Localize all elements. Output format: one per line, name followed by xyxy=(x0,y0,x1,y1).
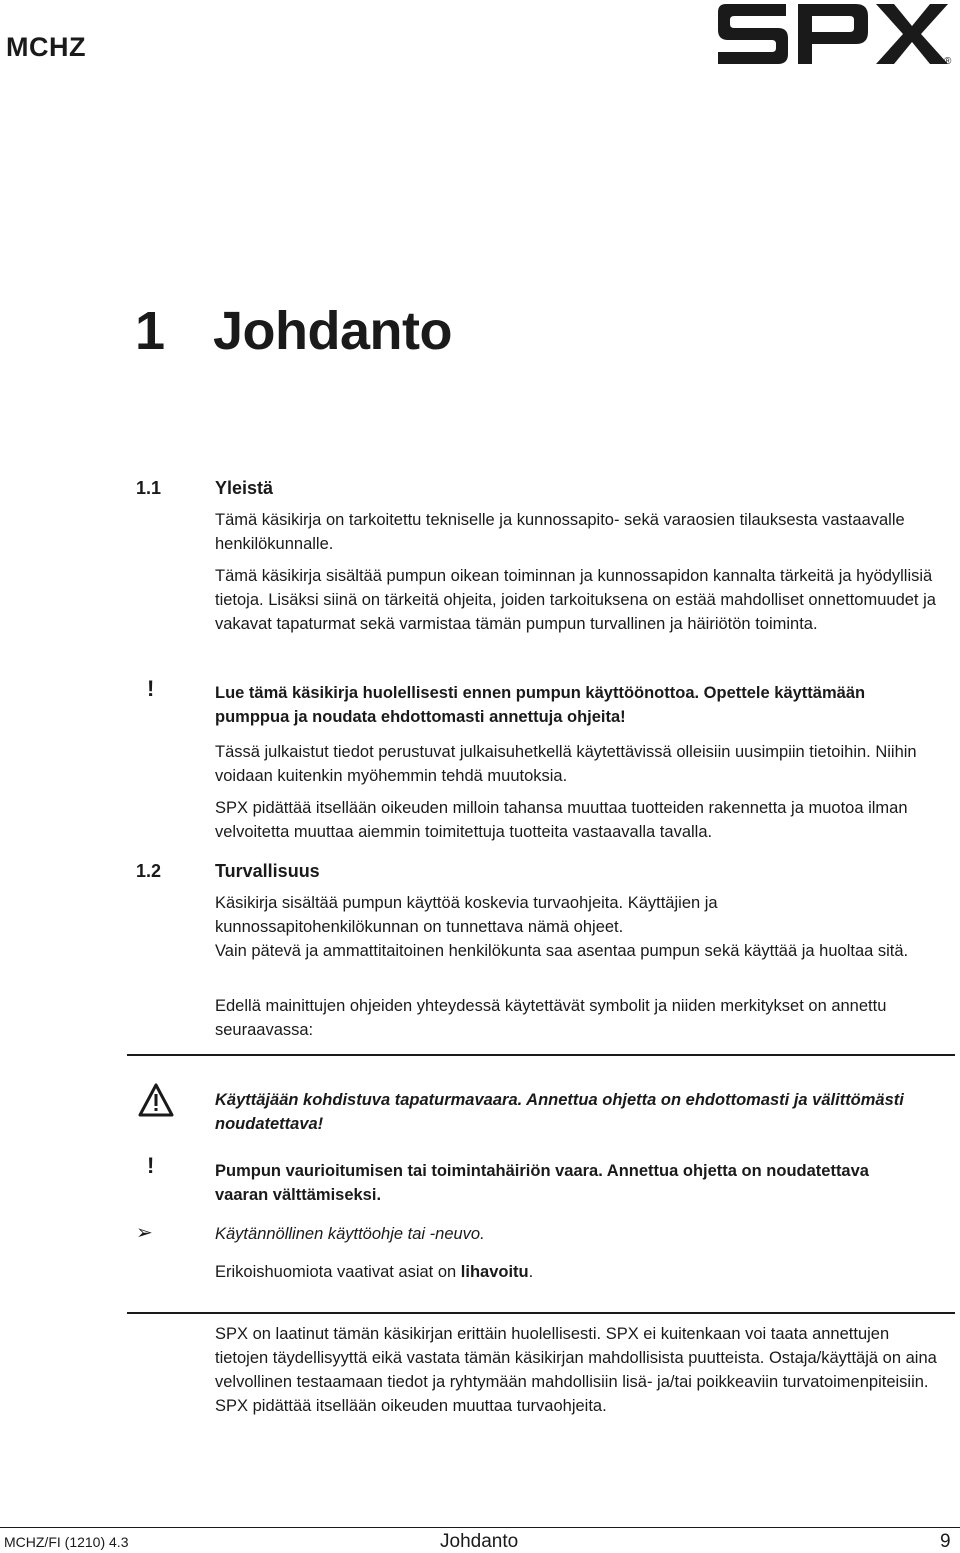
damage-text: Pumpun vaurioitumisen tai toimintahäiriön vaara. Annettua ohjetta on noudatettava vaaran välttämiseksi. xyxy=(215,1162,869,1204)
paragraph: Tämä käsikirja sisältää pumpun oikean toiminnan ja kunnossapidon kannalta tärkeitä ja hyödyllisiä tietoja. Lisäksi siinä on tärkeitä ohjeita, joiden tarkoituksena on estää mahdolliset onnettomuudet ja vakavat tapaturmat sekä varmistaa tämän pumpun turvallinen ja häiriötön toiminta. xyxy=(215,567,936,633)
section-title: Turvallisuus xyxy=(215,861,320,881)
paragraph: SPX pidättää itsellään oikeuden milloin tahansa muuttaa tuotteiden rakennetta ja muotoa ilman velvoitetta muuttaa aiemmin toimitettuja tuotteita vastaavalla tavalla. xyxy=(215,799,908,841)
footer-doc-code: MCHZ/FI (1210) 4.3 xyxy=(4,1534,129,1550)
emphasis-suffix: . xyxy=(528,1263,534,1281)
chapter-heading xyxy=(135,300,452,362)
warning-triangle-icon xyxy=(138,1083,174,1117)
svg-text:®: ® xyxy=(944,56,952,66)
tip-arrow-icon: ➢ xyxy=(136,1222,153,1244)
chapter-number: 1 xyxy=(135,301,165,361)
spx-logo xyxy=(716,2,958,66)
chapter-title: Johdanto xyxy=(213,301,452,361)
notice-text: Lue tämä käsikirja huolellisesti ennen pumpun käyttöönottoa. Opettele käyttämään pumppua ja noudata ehdottomasti annettuja ohjeita! xyxy=(215,684,866,726)
notice-mark: ! xyxy=(147,676,155,701)
footer-title: Johdanto xyxy=(440,1531,519,1552)
danger-text: Käyttäjään kohdistuva tapaturmavaara. Annettua ohjetta on ehdottomasti ja välittömästi noudatettava! xyxy=(215,1091,904,1133)
paragraph: Vain pätevä ja ammattitaitoinen henkilökunta saa asentaa pumpun sekä käyttää ja huoltaa sitä. xyxy=(215,942,909,960)
paragraph: Käsikirja sisältää pumpun käyttöä koskevia turvaohjeita. Käyttäjien ja kunnossapitohenkilökunnan on tunnettava nämä ohjeet. xyxy=(215,894,718,936)
emphasis-bold: lihavoitu xyxy=(460,1263,529,1281)
paragraph: Edellä mainittujen ohjeiden yhteydessä käytettävät symbolit ja niiden merkitykset on annettu seuraavassa: xyxy=(215,997,887,1039)
paragraph: Tässä julkaistut tiedot perustuvat julkaisuhetkellä käytettävissä olleisiin uusimpiin tietoihin. Niihin voidaan kuitenkin myöhemmin tehdä muutoksia. xyxy=(215,743,917,785)
tip-text: Käytännöllinen käyttöohje tai -neuvo. xyxy=(215,1225,485,1243)
section-title: Yleistä xyxy=(215,478,274,498)
footer-rule xyxy=(0,1527,960,1528)
emphasis-text xyxy=(215,1260,955,1284)
section-number: 1.1 xyxy=(136,478,162,498)
page-number: 9 xyxy=(940,1531,951,1552)
emphasis-prefix: Erikoishuomiota vaativat asiat on xyxy=(215,1263,461,1281)
paragraph: Tämä käsikirja on tarkoitettu tekniselle ja kunnossapito- sekä varaosien tilauksesta vastaavalle henkilökunnalle. xyxy=(215,511,905,553)
damage-mark: ! xyxy=(147,1153,155,1178)
document-code: MCHZ xyxy=(6,32,86,62)
section-number: 1.2 xyxy=(136,861,162,881)
disclaimer: SPX on laatinut tämän käsikirjan erittäin huolellisesti. SPX ei kuitenkaan voi taata annettujen tietojen täydellisyyttä eikä vastata tämän käsikirjan mahdollisista puutteista. Ostaja/käyttäjä on aina velvollinen testaamaan tiedot ja ryhtymään mahdollisiin lisä- ja/tai poikkeaviin turvatoimenpiteisiin. SPX pidättää itsellään oikeuden muuttaa turvaohjeita. xyxy=(215,1325,937,1415)
